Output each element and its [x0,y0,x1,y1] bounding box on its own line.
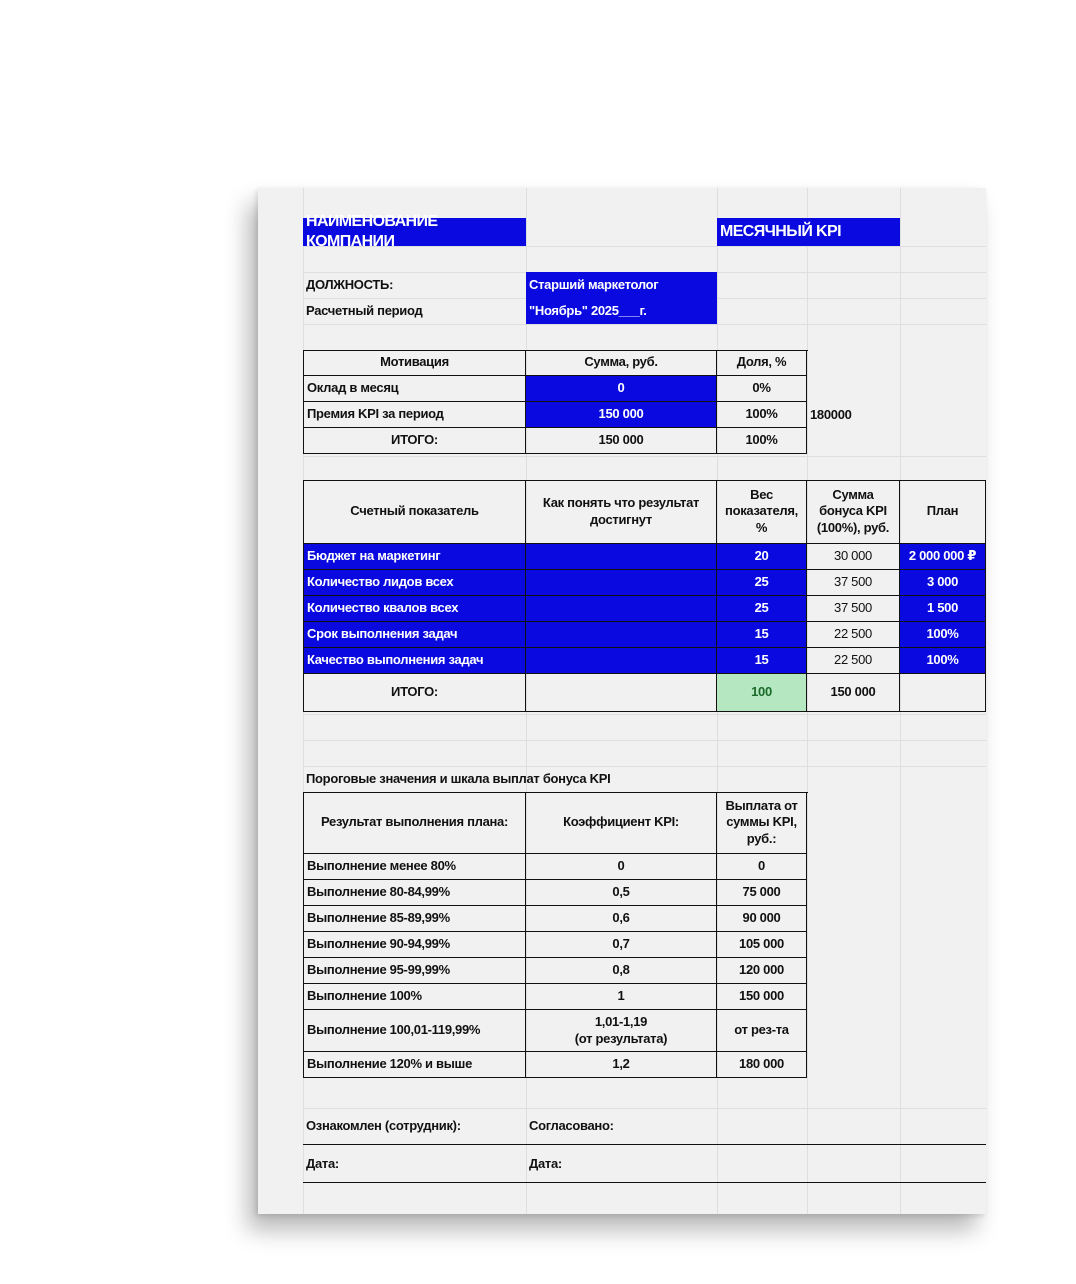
scale-row-payout: 105 000 [717,932,807,958]
kpi-title: МЕСЯЧНЫЙ KPI [717,218,900,246]
employee-signature-label: Ознакомлен (сотрудник): [306,1117,461,1133]
kpi-row-bonus: 37 500 [807,570,900,596]
kpi-row-weight[interactable]: 15 [717,622,807,648]
kpi-row-weight[interactable]: 20 [717,544,807,570]
kpi-row-name[interactable]: Количество квалов всех [303,596,526,622]
kpi-total-plan [900,674,986,712]
kpi-total-weight: 100 [717,674,807,712]
motivation-row-sum: 150 000 [526,428,717,454]
scale-row-coef: 1,01-1,19 (от результата) [526,1010,717,1052]
company-name: НАИМЕНОВАНИЕ КОМПАНИИ [303,218,526,246]
scale-row-coef: 1 [526,984,717,1010]
scale-row-result: Выполнение 80-84,99% [303,880,526,906]
scale-row-result: Выполнение 95-99,99% [303,958,526,984]
motivation-row-sum[interactable]: 0 [526,376,717,402]
motivation-row-share: 100% [717,428,807,454]
scale-row-result: Выполнение 90-94,99% [303,932,526,958]
motivation-row-name: ИТОГО: [303,428,526,454]
scale-row-payout: 0 [717,854,807,880]
position-value[interactable]: Старший маркетолог [526,272,717,298]
kpi-row-how[interactable] [526,570,717,596]
scale-header: Выплата от суммы KPI, руб.: [717,792,807,854]
motivation-row-extra: 180000 [810,406,852,422]
signature-line [303,1144,986,1145]
agreed-signature-label: Согласовано: [529,1117,614,1133]
motivation-row-share: 100% [717,402,807,428]
motivation-header: Доля, % [717,350,807,376]
scale-row-coef: 0,5 [526,880,717,906]
gridline [303,456,986,457]
motivation-row-name: Премия KPI за период [303,402,526,428]
kpi-row-bonus: 37 500 [807,596,900,622]
motivation-header: Мотивация [303,350,526,376]
scale-title: Пороговые значения и шкала выплат бонуса KPI [306,770,611,786]
motivation-row-name: Оклад в месяц [303,376,526,402]
gridline [303,714,986,715]
scale-row-coef: 1,2 [526,1052,717,1078]
kpi-row-name[interactable]: Качество выполнения задач [303,648,526,674]
scale-row-coef: 0 [526,854,717,880]
kpi-row-plan[interactable]: 3 000 [900,570,986,596]
scale-row-payout: 90 000 [717,906,807,932]
scale-row-coef: 0,8 [526,958,717,984]
kpi-row-plan[interactable]: 1 500 [900,596,986,622]
date-line [303,1182,986,1183]
agreed-date-label: Дата: [529,1155,562,1171]
period-label: Расчетный период [306,302,423,318]
kpi-row-how[interactable] [526,596,717,622]
kpi-row-name[interactable]: Бюджет на маркетинг [303,544,526,570]
scale-row-payout: 75 000 [717,880,807,906]
scale-row-result: Выполнение 120% и выше [303,1052,526,1078]
kpi-total-label: ИТОГО: [303,674,526,712]
gridline [303,740,986,741]
kpi-header: Как понять что результат достигнут [526,480,717,544]
kpi-row-weight[interactable]: 15 [717,648,807,674]
position-label: ДОЛЖНОСТЬ: [306,276,394,292]
kpi-spreadsheet [258,188,986,1214]
kpi-header: Вес показателя, % [717,480,807,544]
kpi-row-name[interactable]: Срок выполнения задач [303,622,526,648]
kpi-header: Сумма бонуса KPI (100%), руб. [807,480,900,544]
scale-row-result: Выполнение 100,01-119,99% [303,1010,526,1052]
kpi-row-bonus: 22 500 [807,622,900,648]
motivation-row-share: 0% [717,376,807,402]
kpi-header: План [900,480,986,544]
kpi-row-how[interactable] [526,648,717,674]
kpi-header: Счетный показатель [303,480,526,544]
kpi-row-plan[interactable]: 2 000 000 ₽ [900,544,986,570]
kpi-row-weight[interactable]: 25 [717,596,807,622]
kpi-row-how[interactable] [526,622,717,648]
period-value[interactable]: "Ноябрь" 2025___г. [526,298,717,324]
motivation-header: Сумма, руб. [526,350,717,376]
kpi-row-how[interactable] [526,544,717,570]
kpi-row-weight[interactable]: 25 [717,570,807,596]
kpi-row-bonus: 22 500 [807,648,900,674]
scale-row-payout: 150 000 [717,984,807,1010]
scale-row-coef: 0,7 [526,932,717,958]
gridline [303,324,986,325]
scale-row-coef: 0,6 [526,906,717,932]
scale-row-payout: от рез-та [717,1010,807,1052]
kpi-row-bonus: 30 000 [807,544,900,570]
kpi-row-plan[interactable]: 100% [900,648,986,674]
kpi-row-plan[interactable]: 100% [900,622,986,648]
scale-header: Коэффициент KPI: [526,792,717,854]
scale-row-result: Выполнение 85-89,99% [303,906,526,932]
motivation-row-sum[interactable]: 150 000 [526,402,717,428]
scale-row-payout: 120 000 [717,958,807,984]
scale-row-result: Выполнение 100% [303,984,526,1010]
kpi-total-bonus: 150 000 [807,674,900,712]
kpi-row-name[interactable]: Количество лидов всех [303,570,526,596]
kpi-total-empty [526,674,717,712]
scale-header: Результат выполнения плана: [303,792,526,854]
scale-row-result: Выполнение менее 80% [303,854,526,880]
employee-date-label: Дата: [306,1155,339,1171]
scale-row-payout: 180 000 [717,1052,807,1078]
